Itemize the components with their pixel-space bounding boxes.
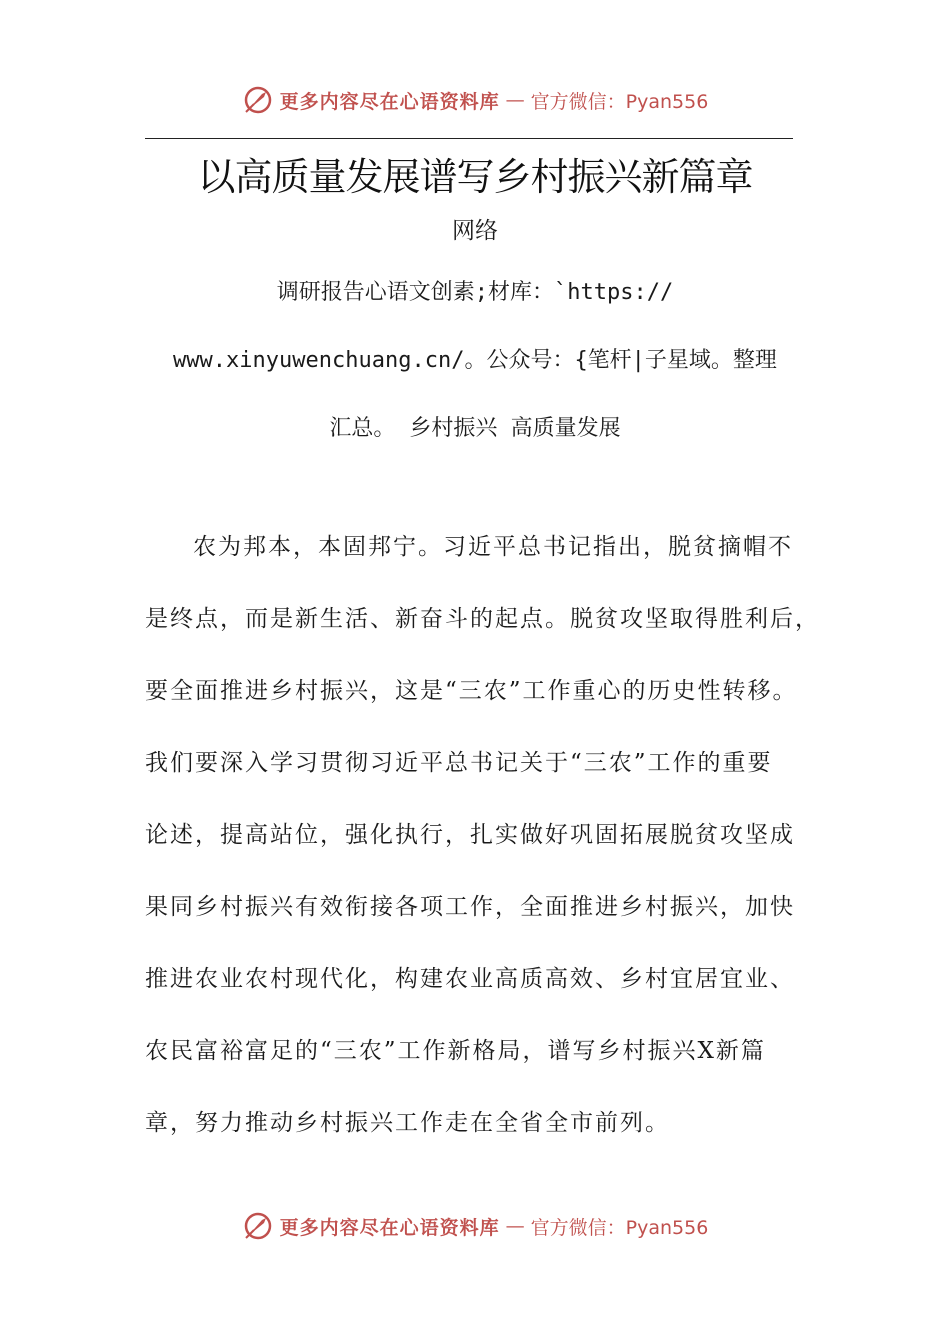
header-banner bbox=[0, 84, 950, 116]
banner-wechat: 官方微信：Pyan556 bbox=[530, 90, 709, 113]
body-line: 章，努力推动乡村振兴工作走在全省全市前列。 bbox=[145, 1110, 670, 1136]
body-line: 果同乡村振兴有效衔接各项工作，全面推进乡村振兴，加快 bbox=[145, 894, 795, 920]
brush-logo-icon bbox=[242, 1210, 274, 1242]
brush-logo-icon bbox=[242, 84, 274, 116]
meta-line-3-prefix: 汇总。 bbox=[329, 416, 396, 441]
banner-text: 更多内容尽在心语资料库 bbox=[279, 1216, 500, 1239]
document-source: 网络 bbox=[452, 218, 498, 244]
meta-line-3 bbox=[145, 412, 805, 446]
banner-dash: — bbox=[505, 89, 525, 111]
body-line: 推进农业农村现代化，构建农业高质高效、乡村宜居宜业、 bbox=[145, 966, 795, 992]
body-line: 论述，提高站位，强化执行，扎实做好巩固拓展脱贫攻坚成 bbox=[145, 822, 795, 848]
body-line: 农为邦本，本固邦宁。习近平总书记指出，脱贫摘帽不 bbox=[193, 534, 793, 560]
meta-line-1: 调研报告心语文创素;材库：`https:// bbox=[276, 280, 674, 305]
body-line: 农民富裕富足的“三农”工作新格局，谱写乡村振兴X新篇 bbox=[145, 1038, 766, 1064]
banner-dash: — bbox=[505, 1215, 525, 1237]
body-line: 是终点，而是新生活、新奋斗的起点。脱贫攻坚取得胜利后， bbox=[145, 606, 820, 632]
keyword-tags: 乡村振兴 高质量发展 bbox=[409, 416, 621, 441]
footer-banner bbox=[0, 1210, 950, 1242]
document-title: 以高质量发展谱写乡村振兴新篇章 bbox=[197, 155, 753, 199]
banner-wechat: 官方微信：Pyan556 bbox=[530, 1216, 709, 1239]
banner-text: 更多内容尽在心语资料库 bbox=[279, 90, 500, 113]
header-divider bbox=[145, 138, 793, 139]
meta-line-2: www.xinyuwenchuang.cn/。公众号：{笔杆|子星域。整理 bbox=[173, 348, 777, 373]
body-line: 要全面推进乡村振兴，这是“三农”工作重心的历史性转移。 bbox=[145, 678, 798, 704]
body-line: 我们要深入学习贯彻习近平总书记关于“三农”工作的重要 bbox=[145, 750, 773, 776]
